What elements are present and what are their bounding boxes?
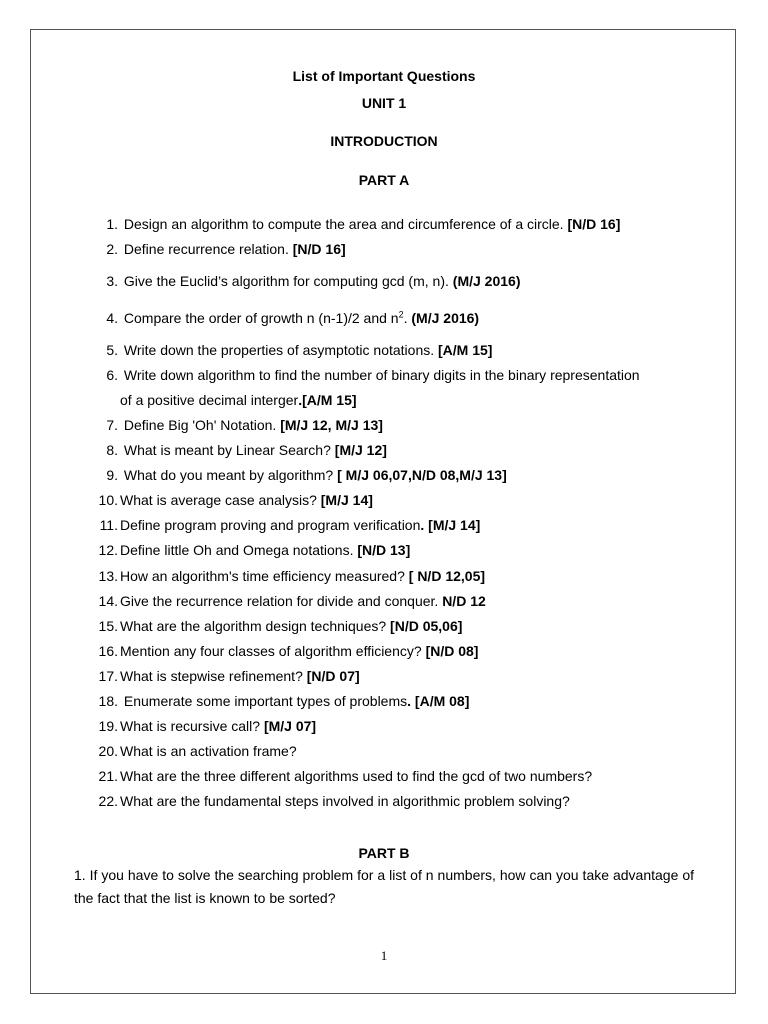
list-item: 6. Write down algorithm to find the number of binary digits in the binary representation: [106, 367, 640, 383]
list-item: 18. Enumerate some important types of problems. [A/M 08]: [98, 693, 470, 709]
topic-heading: INTRODUCTION: [330, 133, 438, 149]
list-item: 8. What is meant by Linear Search? [M/J 12]: [106, 442, 387, 458]
page-number: 1: [380, 948, 388, 963]
list-item: 13. How an algorithm's time efficiency measured? [ N/D 12,05]: [98, 568, 486, 584]
document-title: List of Important Questions: [292, 68, 476, 84]
unit-heading: UNIT 1: [361, 95, 407, 111]
list-item: 16. Mention any four classes of algorithm efficiency? [N/D 08]: [98, 643, 479, 659]
list-item: 3. Give the Euclid’s algorithm for computing gcd (m, n). (M/J 2016): [106, 273, 521, 289]
list-item: 10. What is average case analysis? [M/J 14]: [98, 492, 373, 508]
list-item: 12. Define little Oh and Omega notations. [N/D 13]: [98, 542, 411, 558]
list-item: 15. What are the algorithm design techniques? [N/D 05,06]: [98, 618, 463, 634]
list-item: 11. Define program proving and program verification. [M/J 14]: [99, 517, 481, 533]
list-item: 21. What are the three different algorithms used to find the gcd of two numbers?: [98, 768, 593, 784]
list-item: 7. Define Big 'Oh' Notation. [M/J 12, M/J 13]: [106, 417, 383, 433]
part-b-question: 1. If you have to solve the searching problem for a list of n numbers, how can you take advantage of the fact that the list is known to be sorted?: [74, 867, 694, 906]
list-item: 14. Give the recurrence relation for divide and conquer. N/D 12: [98, 593, 486, 609]
part-a-heading: PART A: [358, 172, 410, 188]
list-item-continuation: of a positive decimal interger.[A/M 15]: [120, 392, 357, 408]
list-item: 22. What are the fundamental steps involved in algorithmic problem solving?: [98, 793, 570, 809]
list-item: 9. What do you meant by algorithm? [ M/J 06,07,N/D 08,M/J 13]: [106, 467, 507, 483]
list-item: 19. What is recursive call? [M/J 07]: [98, 718, 317, 734]
part-b-heading: PART B: [358, 845, 410, 861]
list-item: 1. Design an algorithm to compute the area and circumference of a circle. [N/D 16]: [106, 216, 621, 232]
list-item: 20. What is an activation frame?: [98, 743, 297, 759]
list-item: 2. Define recurrence relation. [N/D 16]: [106, 241, 346, 257]
list-item: 4. Compare the order of growth n (n-1)/2 and $n^2$. (M/J 2016): [106, 309, 480, 326]
list-item: 5. Write down the properties of asymptotic notations. [A/M 15]: [106, 342, 493, 358]
list-item: 17. What is stepwise refinement? [N/D 07]: [98, 668, 360, 684]
